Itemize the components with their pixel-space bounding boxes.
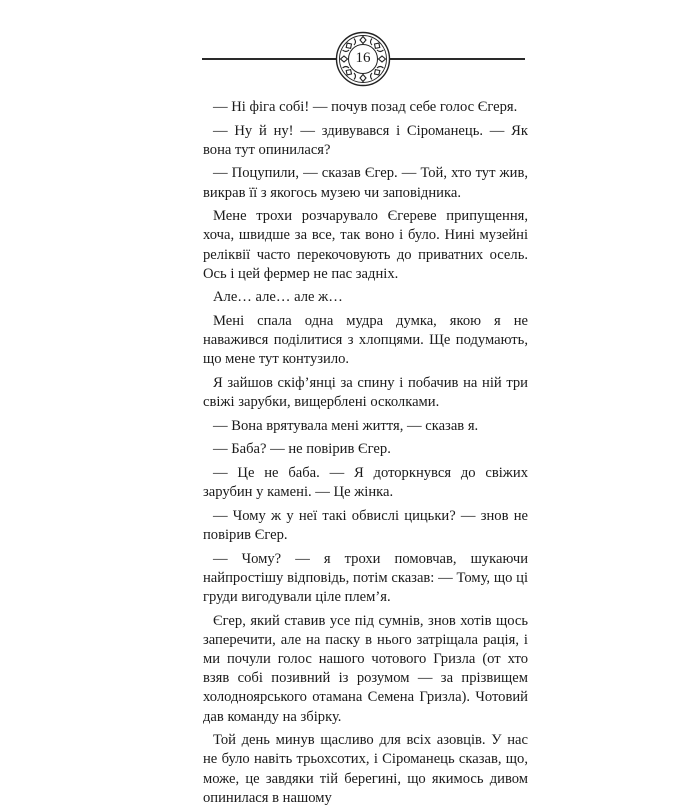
paragraph: — Вона врятувала мені життя, — сказав я. [213, 417, 479, 434]
body-text [203, 98, 528, 812]
paragraph: — Поцупили, — сказав Єгер. — Той, хто тут жив, викрав її з якогось музею чи заповідника. [203, 165, 528, 201]
paragraph: Мені спала одна мудра думка, якою я не наважився поділитися з хлопцями. Ще подумають, що мене тут контузило. [203, 312, 528, 368]
page-number: 16 [355, 50, 371, 66]
paragraph: Той день минув щасливо для всіх азовців. У нас не було навіть трьохсотих, і Сіроманець сказав, що, може, це завдяки тій берегині, що якимось дивом опинилася в нашому [203, 732, 528, 806]
paragraph: — Чому ж у неї такі обвислі цицьки? — знов не повірив Єгер. [203, 507, 528, 543]
paragraph: — Ні фіга собі! — почув позад себе голос Єгеря. [213, 99, 518, 115]
header-rule-left [202, 58, 336, 60]
paragraph: Мене трохи розчарувало Єгереве припущення, хоча, швидше за все, так воно і було. Нині музейні реліквії часто перекочовують до приватних осель. Ось і цей фермер не пас задніх. [203, 208, 528, 282]
paragraph: Але… але… але ж… [213, 289, 343, 306]
paragraph: — Ну й ну! — здивувався і Сіроманець. — Як вона тут опинилася? [203, 122, 528, 158]
header-rule-right [390, 58, 525, 60]
paragraph: Єгер, який ставив усе під сумнів, знов хотів щось заперечити, але на паску в нього затріщала рація, і ми почули голос нашого чотового Гризла (от хто взяв собі позивний із розумом — за прізвищем холодноярського отамана Семена Гризла). Чотовий дав команду на збірку. [203, 612, 528, 725]
paragraph: — Чому? — я трохи помовчав, шукаючи найпростішу відповідь, потім сказав: — Тому, що ці груди вигодували ціле плем’я. [203, 550, 528, 605]
paragraph: — Це не баба. — Я доторкнувся до свіжих зарубин у камені. — Це жінка. [203, 464, 528, 501]
paragraph: — Баба? — не повірив Єгер. [213, 441, 391, 458]
paragraph: Я зайшов скіф’янці за спину і побачив на ній три свіжі зарубки, вищерблені осколками. [203, 374, 528, 411]
